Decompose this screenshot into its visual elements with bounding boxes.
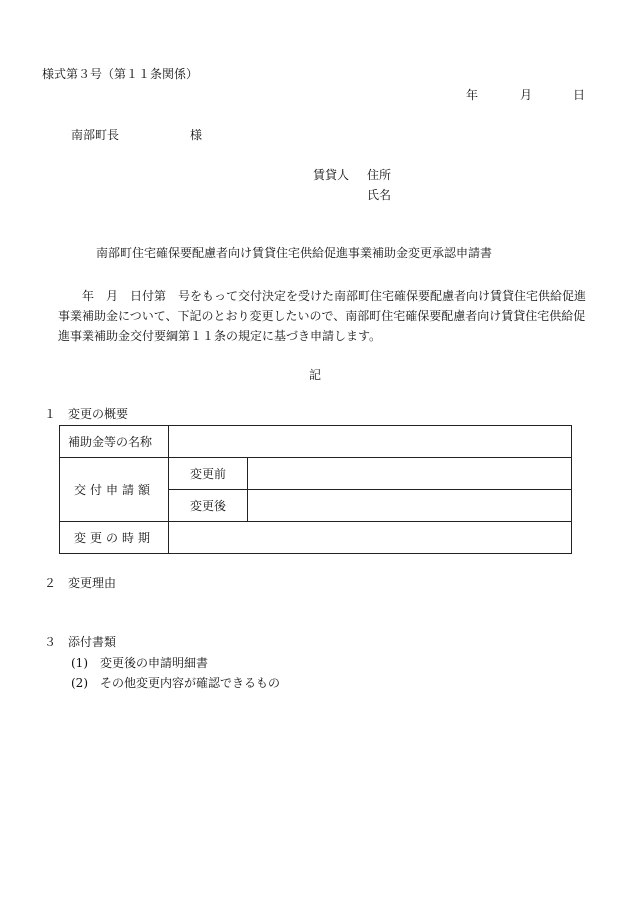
subsidy-name-field[interactable] xyxy=(169,426,572,458)
section1-heading: １ 変更の概要 xyxy=(44,407,129,421)
date-year-label: 年 xyxy=(466,88,479,102)
before-label: 変更前 xyxy=(169,458,248,490)
section3-heading: ３ 添付書類 xyxy=(44,635,117,649)
table-row xyxy=(60,458,572,490)
ki-label: 記 xyxy=(309,368,322,382)
document-title: 南部町住宅確保要配慮者向け賃貸住宅供給促進事業補助金変更承認申請書 xyxy=(96,246,493,260)
after-label: 変更後 xyxy=(169,490,248,522)
addressee-honorific: 様 xyxy=(190,128,203,142)
table-row xyxy=(60,522,572,554)
applicant-address-label: 住所 xyxy=(367,168,392,182)
date-month-label: 月 xyxy=(520,88,533,102)
applicant-name-label: 氏名 xyxy=(367,188,392,202)
change-timing-label: 変更の時期 xyxy=(60,522,169,554)
addressee-name: 南部町長 xyxy=(71,128,120,142)
table-row xyxy=(60,426,572,458)
form-number: 様式第３号（第１１条関係） xyxy=(42,67,199,81)
attachment-item-1: (1) 変更後の申請明細書 xyxy=(71,656,208,670)
body-paragraph: 年 月 日付第 号をもって交付決定を受けた南部町住宅確保要配慮者向け賃貸住宅供給促進事業補助金について、下記のとおり変更したいので、南部町住宅確保要配慮者向け賃貸住宅供給促進事業補助金交付要綱第１１条の規定に基づき申請します。 xyxy=(58,289,587,343)
after-amount-field[interactable] xyxy=(248,490,572,522)
grant-amount-label: 交付申請額 xyxy=(60,458,169,522)
subsidy-name-label: 補助金等の名称 xyxy=(60,426,169,458)
section2-heading: ２ 変更理由 xyxy=(44,576,117,590)
applicant-role: 賃貸人 xyxy=(313,168,350,182)
before-amount-field[interactable] xyxy=(248,458,572,490)
change-timing-field[interactable] xyxy=(169,522,572,554)
change-summary-table xyxy=(59,425,572,554)
attachment-item-2: (2) その他変更内容が確認できるもの xyxy=(71,676,280,690)
date-day-label: 日 xyxy=(573,88,586,102)
